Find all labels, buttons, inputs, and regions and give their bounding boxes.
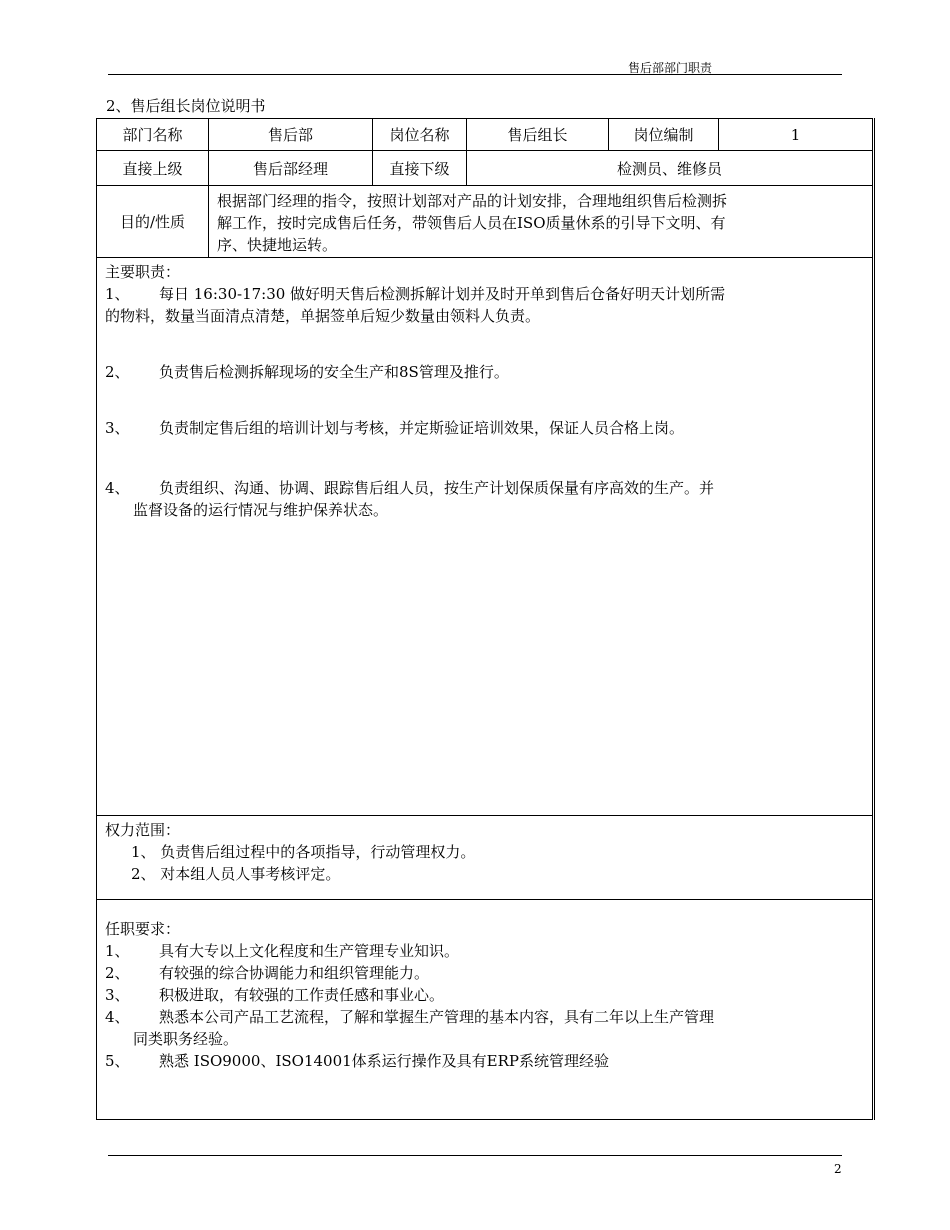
resp-num: 1、	[105, 285, 130, 303]
req-text-cont: 同类职务经验。	[133, 1030, 239, 1048]
section-title: 2、售后组长岗位说明书	[106, 97, 266, 115]
authority-title: 权力范围：	[105, 821, 181, 839]
requirements-section	[97, 900, 873, 1120]
resp-num: 3、	[105, 419, 130, 437]
purpose-label: 目的/性质	[97, 186, 209, 258]
post-code-label: 岗位编制	[609, 119, 719, 151]
resp-text-cont: 的物料，数量当面清点清楚，单据签单后短少数量由领料人负责。	[105, 307, 541, 325]
resp-num: 2、	[105, 363, 130, 381]
authority-item: 1、 负责售后组过程中的各项指导，行动管理权力。	[131, 843, 476, 861]
req-text: 积极进取，有较强的工作责任感和事业心。	[159, 986, 445, 1004]
req-num: 3、	[105, 986, 130, 1004]
requirements-title: 任职要求：	[105, 920, 181, 938]
purpose-line: 解工作，按时完成售后任务，带领售后人员在ISO质量休系的引导下文明、有	[217, 213, 726, 232]
subordinate-value: 检测员、维修员	[467, 151, 873, 186]
resp-text: 负责组织、沟通、协调、跟踪售后组人员，按生产计划保质保量有序高效的生产。并	[159, 479, 715, 497]
purpose-line: 根据部门经理的指令，按照计划部对产品的计划安排，合理地组织售后检测拆	[217, 191, 728, 210]
resp-text: 负责制定售后组的培训计划与考核，并定斯验证培训效果，保证人员合格上岗。	[159, 419, 685, 437]
post-name-value: 售后组长	[467, 119, 609, 151]
req-num: 5、	[105, 1052, 130, 1070]
superior-value: 售后部经理	[209, 151, 373, 186]
dept-name-value: 售后部	[209, 119, 373, 151]
post-code-value: 1	[719, 119, 873, 151]
footer-rule	[108, 1155, 842, 1156]
page-number: 2	[834, 1162, 842, 1176]
req-num: 1、	[105, 942, 130, 960]
subordinate-label: 直接下级	[373, 151, 467, 186]
req-text: 熟悉 ISO9000、ISO14001体系运行操作及具有ERP系统管理经验	[159, 1052, 609, 1070]
authority-item: 2、 对本组人员人事考核评定。	[131, 865, 341, 883]
dept-name-label: 部门名称	[97, 119, 209, 151]
header-rule	[108, 74, 842, 75]
responsibilities-title: 主要职责：	[105, 263, 181, 281]
req-text: 熟悉本公司产品工艺流程，了解和掌握生产管理的基本内容，具有二年以上生产管理	[159, 1008, 715, 1026]
page-header-title: 售后部部门职责	[628, 61, 713, 75]
resp-text: 负责售后检测拆解现场的安全生产和8S管理及推行。	[159, 363, 509, 381]
table-outer-frame-line	[874, 118, 875, 1120]
job-description-table	[96, 118, 873, 1120]
authority-section	[97, 816, 873, 900]
req-num: 4、	[105, 1008, 130, 1026]
purpose-line: 序、快捷地运转。	[217, 235, 338, 254]
resp-text: 每日 16:30-17:30 做好明天售后检测拆解计划并及时开单到售后仓备好明天计划所需	[159, 285, 726, 303]
resp-num: 4、	[105, 479, 130, 497]
req-text: 具有大专以上文化程度和生产管理专业知识。	[159, 942, 460, 960]
purpose-text	[209, 186, 873, 258]
req-text: 有较强的综合协调能力和组织管理能力。	[159, 964, 430, 982]
post-name-label: 岗位名称	[373, 119, 467, 151]
responsibilities-section	[97, 258, 873, 816]
req-num: 2、	[105, 964, 130, 982]
resp-text-cont: 监督设备的运行情况与维护保养状态。	[133, 501, 389, 519]
superior-label: 直接上级	[97, 151, 209, 186]
